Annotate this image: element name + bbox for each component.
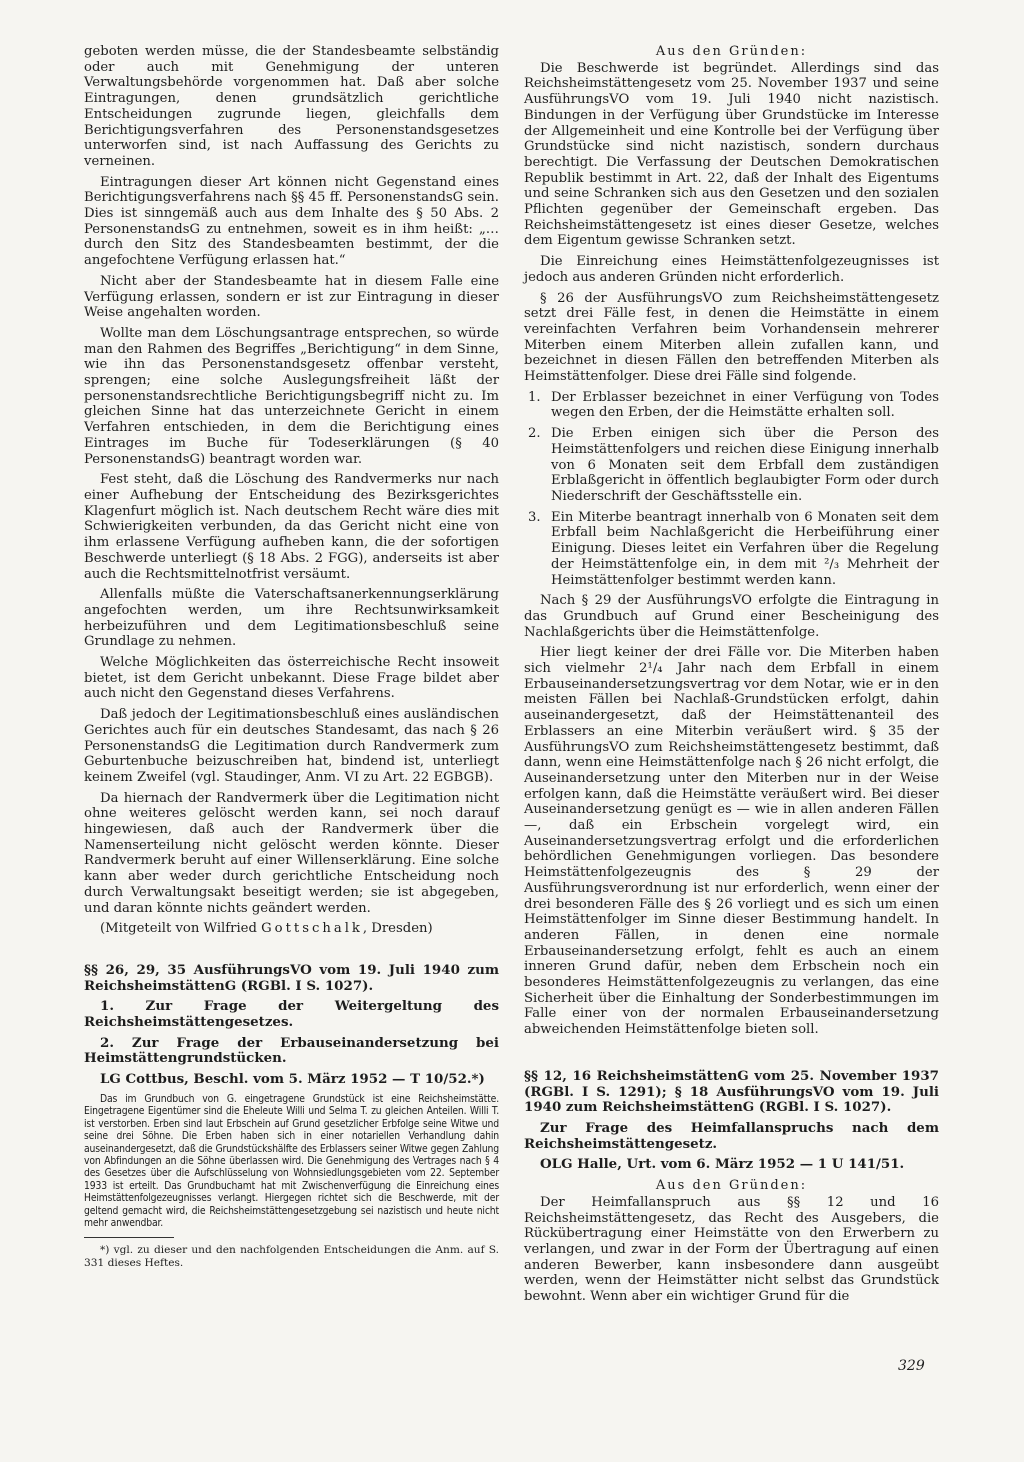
attribution-line: [84, 921, 499, 937]
list-text: Die Erben einigen sich über die Person des Heimstättenfolgers und reichen diese Einigung innerhalb von 6 Monaten seit dem Erbfall dem zuständigen Erblaßgericht in öffentlich beglaubigter Form oder durch Niederschrift der Geschäftsstelle ein.: [551, 426, 939, 504]
right-column: [524, 44, 939, 1310]
list-number: 1.: [528, 389, 541, 405]
paragraph: Hier liegt keiner der drei Fälle vor. Die Miterben haben sich vielmehr 2¹/₄ Jahr nach dem Erbfall in einem Erbauseinandersetzungsvertrag vor dem Notar, wie er in den meisten Fällen bei Nachlaß-Grundstücken erfolgt, dahin auseinandergesetzt, daß der Heimstättenanteil des Erblassers an eine Miterbin veräußert wird. § 35 der AusführungsVO zum Reichsheimstättengesetz bestimmt, daß dann, wenn eine Heimstättenfolge nach § 26 nicht erfolgt, die Auseinandersetzung unter den Miterben nur in der Weise erfolgen kann, daß die Heimstätte veräußert wird. Bei dieser Auseinandersetzung genügt es — wie in allen anderen Fällen —, daß ein Erbschein vorgelegt wird, ein Auseinandersetzungsvertrag erfolgt und die erforderlichen behördlichen Genehmigungen vorliegen. Das besondere Heimstättenfolgezeugnis des § 29 der Ausführungsverordnung ist nur erforderlich, wenn einer der drei besonderen Fälle des § 26 vorliegt und es sich um einen Heimstättenfolger im Sinne dieser Bestimmung handelt. In anderen Fällen, in denen eine normale Erbauseinandersetzung erfolgt, fehlt es auch an einem inneren Grund dafür, neben dem Erbschein noch ein besonderes Heimstättenfolgezeugnis zu verlangen, das eine Sicherheit über die Einhaltung der Sonderbestimmungen im Falle einer von der normalen Erbauseinandersetzung abweichenden Heimstättenfolge bieten soll.: [524, 645, 939, 1038]
case-summary: Das im Grundbuch von G. eingetragene Grundstück ist eine Reichsheimstätte. Eingetragene Eigentümer sind die Eheleute Willi und Selma T. zu gleichen Anteilen. Willi T. ist verstorben. Erben sind laut Erbschein auf Grund gesetzlicher Erbfolge seine Witwe und seine drei Söhne. Die Erben haben sich in einer notariellen Verhandlung dahin auseinandergesetzt, daß die Grundstückshälfte des Erblassers seiner Witwe gegen Zahlung von Abfindungen an die Söhne überlassen wird. Die Genehmigung des Vertrages nach § 4 des Gesetzes über die Aufschlüsselung von Wohnsiedlungsgebieten vom 22. September 1933 ist erteilt. Das Grundbuchamt hat mit Zwischenverfügung die Einreichung eines Heimstättenfolgezeugnisses verlangt. Hiergegen richtet sich die Beschwerde, mit der geltend gemacht wird, die Reichsheimstättengesetzgebung sei nazistisch und heute nicht mehr anwendbar.: [84, 1092, 499, 1229]
paragraph: Allenfalls müßte die Vaterschaftsanerkennungserklärung angefochten werden, um ihre Rechtsunwirksamkeit herbeizuführen und dem Legitimationsbeschluß seine Grundlage zu nehmen.: [84, 587, 499, 650]
list-item: [524, 510, 939, 589]
paragraph: Nicht aber der Standesbeamte hat in diesem Falle eine Verfügung erlassen, sondern er ist zur Eintragung in dieser Weise angehalten worden.: [84, 273, 499, 321]
headnote-point: 2. Zur Frage der Erbauseinandersetzung bei Heimstättengrundstücken.: [84, 1034, 499, 1067]
attribution-name: Gottschalk: [261, 921, 363, 937]
list-number: 2.: [528, 426, 541, 442]
court-citation: LG Cottbus, Beschl. vom 5. März 1952 — T 10/52.*): [100, 1071, 485, 1088]
paragraph: Die Einreichung eines Heimstättenfolgezeugnisses ist jedoch aus anderen Gründen nicht erforderlich.: [524, 254, 939, 285]
headnote-point: Zur Frage des Heimfallanspruchs nach dem Reichsheimstättengesetz.: [524, 1120, 939, 1152]
case-heading: §§ 26, 29, 35 AusführungsVO vom 19. Juli 1940 zum ReichsheimstättenG (RGBl. I S. 1027).: [84, 961, 499, 994]
headnote-point: 1. Zur Frage der Weitergeltung des Reichsheimstättengesetzes.: [84, 998, 499, 1031]
attribution-prefix: (Mitgeteilt von Wilfried: [100, 921, 262, 937]
paragraph: Eintragungen dieser Art können nicht Gegenstand eines Berichtigungsverfahrens nach §§ 45 ff. PersonenstandsG sein. Dies ist sinngemäß auch aus dem Inhalte des § 50 Abs. 2 PersonenstandsG zu entnehmen, soweit es in ihm heißt: „… durch den Sitz des Standesbeamten bestimmt, der die angefochtene Verfügung erlassen hat.“: [84, 174, 499, 269]
list-item: [524, 426, 939, 505]
case-heading: §§ 12, 16 ReichsheimstättenG vom 25. November 1937 (RGBl. I S. 1291); § 18 AusführungsVO vom 19. Juli 1940 zum ReichsheimstättenG (RGBl. I S. 1027).: [524, 1067, 939, 1116]
left-column: [84, 44, 499, 1270]
paragraph: Wollte man dem Löschungsantrage entsprechen, so würde man den Rahmen des Begriffes „Berichtigung“ in dem Sinne, wie ihn das Personenstandsgesetz offenbar versteht, sprengen; eine solche Auslegungsfreiheit läßt der personenstandsrechtliche Berichtigungsbegriff nicht zu. Im gleichen Sinne hat das unterzeichnete Gericht in einem Verfahren entschieden, in dem die Berichtigung eines Eintrages im Buche für Todeserklärungen (§ 40 PersonenstandsG) beantragt worden war.: [84, 325, 499, 467]
paragraph: Daß jedoch der Legitimationsbeschluß eines ausländischen Gerichtes auch für ein deutsches Standesamt, das nach § 26 PersonenstandsG die Legitimation durch Randvermerk zum Geburtenbuche beizuschreiben hat, bindend ist, unterliegt keinem Zweifel (vgl. Staudinger, Anm. VI zu Art. 22 EGBGB).: [84, 707, 499, 785]
attribution-suffix: , Dresden): [362, 921, 433, 937]
paragraph: Fest steht, daß die Löschung des Randvermerks nur nach einer Aufhebung der Entscheidung des Bezirksgerichtes Klagenfurt möglich ist. Nach deutschem Recht wäre dies mit Schwierigkeiten verbunden, da das Gericht nicht eine von ihm erlassene Verfügung aufheben kann, die der sofortigen Beschwerde unterliegt (§ 18 Abs. 2 FGG), anderseits ist aber auch die Rechtsmittelnotfrist versäumt.: [84, 472, 499, 582]
section-gap: [524, 1043, 939, 1069]
case-list: [524, 390, 939, 588]
paragraph: Da hiernach der Randvermerk über die Legitimation nicht ohne weiteres gelöscht werden kann, sei noch darauf hingewiesen, daß auch der Randvermerk über die Namenserteilung nicht gelöscht werden könnte. Dieser Randvermerk beruht auf einer Willenserklärung. Eine solche kann aber weder durch gerichtliche Entscheidung noch durch Verwaltungsakt beseitigt werden; sie ist abgegeben, und daran könnte nichts geändert werden.: [84, 790, 499, 916]
section-heading: Aus den Gründen:: [655, 44, 808, 59]
paragraph: Der Heimfallanspruch aus §§ 12 und 16 Reichsheimstättengesetz, das Recht des Ausgebers, die Rückübertragung einer Heimstätte von den Erwerbern zu verlangen, und zwar in der Form der Übertragung auf einen anderen Bewerber, kann insbesondere dann ausgeübt werden, wenn der Heimstätter nicht selbst das Grundstück bewohnt. Wenn aber ein wichtiger Grund für die: [524, 1194, 939, 1305]
court-citation: OLG Halle, Urt. vom 6. März 1952 — 1 U 141/51.: [540, 1156, 905, 1173]
list-item: [524, 390, 939, 421]
list-text: Ein Miterbe beantragt innerhalb von 6 Monaten seit dem Erbfall beim Nachlaßgericht die Herbeiführung einer Einigung. Dieses leitet ein Verfahren über die Regelung der Heimstättenfolge ein, in dem mit ²/₃ Mehrheit der Heimstättenfolger bestimmt werden kann.: [551, 509, 939, 588]
footnote-rule: [84, 1237, 174, 1238]
list-number: 3.: [528, 509, 541, 525]
paragraph: geboten werden müsse, die der Standesbeamte selbständig oder auch mit Genehmigung der unteren Verwaltungsbehörde vorgenommen hat. Daß aber solche Eintragungen, denen grundsätzlich gerichtliche Entscheidungen zugrunde liegen, gleichfalls dem Berichtigungsverfahren des Personenstandsgesetzes unterworfen sind, ist nach Auffassung des Gerichts zu verneinen.: [84, 44, 499, 169]
page-number: 329: [898, 1358, 925, 1374]
footnote: *) vgl. zu dieser und den nachfolgenden Entscheidungen die Anm. auf S. 331 dieses Heftes.: [84, 1244, 499, 1270]
list-text: Der Erblasser bezeichnet in einer Verfügung von Todes wegen den Erben, der die Heimstätte erhalten soll.: [551, 389, 939, 421]
paragraph: Nach § 29 der AusführungsVO erfolgte die Eintragung in das Grundbuch auf Grund einer Bescheinigung des Nachlaßgerichts über die Heimstättenfolge.: [524, 593, 939, 640]
paragraph: Die Beschwerde ist begründet. Allerdings sind das Reichsheimstättengesetz vom 25. November 1937 und seine AusführungsVO vom 19. Juli 1940 nicht nazistisch. Bindungen in der Verfügung über Grundstücke im Interesse der Allgemeinheit und eine Kontrolle bei der Verfügung über Grundstücke sind nicht nazistisch, sondern durchaus berechtigt. Die Verfassung der Deutschen Demokratischen Republik bestimmt in Art. 22, daß der Inhalt des Eigentums und seine Schranken sich aus den Gesetzen und den sozialen Pflichten gegenüber der Gemeinschaft ergeben. Das Reichsheimstättengesetz ist eines dieser Gesetze, welches dem Eigentum gewisse Schranken setzt.: [524, 60, 939, 249]
section-gap: [84, 937, 499, 963]
paragraph: § 26 der AusführungsVO zum Reichsheimstättengesetz setzt drei Fälle fest, in denen die Heimstätte in einem vereinfachten Verfahren beim Vorhandensein mehrerer Miterben einem Miterben allein zufallen kann, und bezeichnet in diesen Fällen den betreffenden Miterben als Heimstättenfolger. Diese drei Fälle sind folgende.: [524, 290, 939, 385]
paragraph: Welche Möglichkeiten das österreichische Recht insoweit bietet, ist dem Gericht unbekannt. Diese Frage bildet aber auch nicht den Gegenstand dieses Verfahrens.: [84, 655, 499, 702]
section-heading: Aus den Gründen:: [655, 1178, 808, 1194]
